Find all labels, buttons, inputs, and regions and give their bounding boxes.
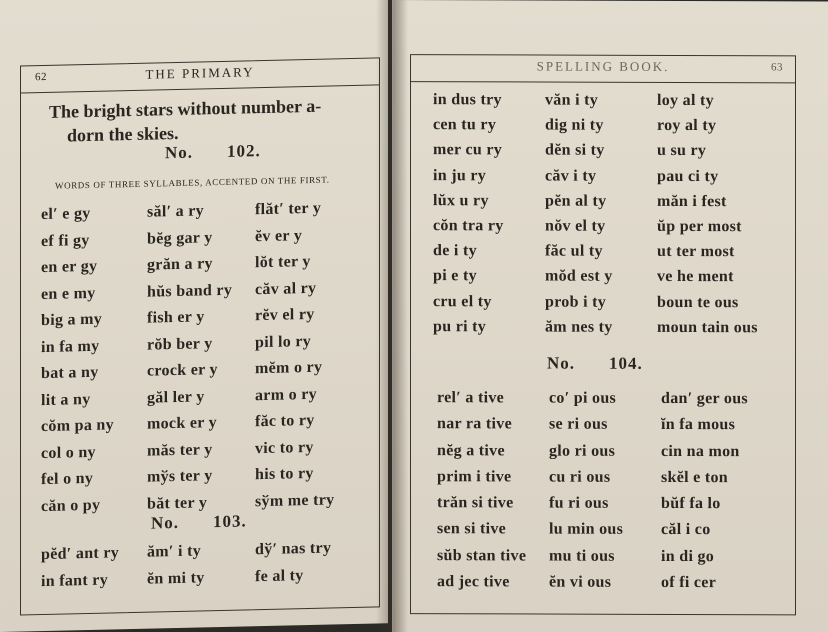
spelling-word: ve he ment [657,268,734,286]
spelling-word: in dus try [433,91,502,109]
section-value: 104. [609,353,643,373]
spelling-word: văn i ty [545,91,599,109]
spelling-word: skĕl e ton [661,468,728,487]
spelling-word: ăm′ i ty [147,542,202,561]
spelling-word: făc to ry [255,411,315,431]
spelling-word: pĕn al ty [545,192,607,210]
spelling-word: rŏb ber y [147,334,213,354]
spelling-word: trăn si tive [437,494,514,512]
spelling-word: mu ti ous [549,547,615,565]
word-row [437,521,797,549]
spelling-word: ut ter most [657,243,735,261]
sentence-line-2: dorn the skies. [67,122,179,146]
spelling-word: băt ter y [147,493,208,513]
spelling-word: sўm me try [255,490,335,510]
spelling-word: vic to ry [255,438,314,457]
spelling-word: grăn a ry [147,255,213,274]
spelling-word: u su ry [657,142,707,160]
section-104-word-grid [437,389,797,601]
spelling-word: ăm nes ty [545,318,613,336]
spelling-word: in di go [661,547,715,565]
section-102-number [165,141,261,163]
spelling-word: fe al ty [255,566,304,585]
left-page-header [21,58,379,93]
spelling-word: lu min ous [549,521,624,539]
spelling-word: arm o ry [255,385,317,404]
section-label: No. [165,142,194,163]
spelling-word: prob i ty [545,293,607,311]
spelling-word: cu ri ous [549,468,611,486]
spelling-word: mock er y [147,414,217,433]
spelling-word: dig ni ty [545,116,604,134]
spelling-word: mĕm o ry [255,358,323,378]
right-page-number: 63 [771,61,783,74]
word-row [437,468,797,496]
section-value: 102. [227,141,261,161]
word-row [437,415,797,443]
spelling-word: căv al ry [255,279,317,298]
spelling-word: nĕg a tive [437,441,505,459]
spelling-word: in ju ry [433,166,487,184]
spelling-word: cen tu ry [433,116,497,134]
right-top-word-grid [433,91,793,344]
spelling-word: găl ler y [147,387,205,407]
spelling-word: co′ pi ous [549,389,617,407]
spelling-word: nar ra tive [437,415,512,433]
section-104-number [547,354,643,374]
spelling-word: se ri ous [549,415,608,434]
spelling-word: pau ci ty [657,167,719,185]
section-102-word-grid [41,199,371,524]
spelling-word: ŭp per most [657,217,742,236]
spelling-word: in fant ry [41,571,108,590]
left-page-number: 62 [35,70,47,84]
spelling-word: bĕg gar y [147,228,213,248]
spelling-word: măn i fest [657,192,727,210]
word-row [433,242,793,268]
word-row [433,318,793,344]
spelling-word: cin na mon [661,442,740,460]
spelling-word: lit a ny [41,390,91,409]
spelling-word: fel o ny [41,469,94,489]
word-row [433,293,793,319]
spelling-word: crock er y [147,361,218,380]
spelling-word: mŏd est y [545,267,613,286]
spelling-word: ĭn fa mous [661,416,736,434]
spelling-word: ĕn vi ous [549,573,612,591]
word-row [437,442,797,470]
spelling-word: săl′ a ry [147,202,204,221]
spelling-word: flăt′ ter y [255,199,322,219]
spelling-word: col o ny [41,443,96,462]
word-row [433,192,793,218]
spelling-word: căl i co [661,521,711,539]
spelling-word: lŭx u ry [433,191,489,210]
word-row [433,116,793,142]
section-103-number [151,511,247,533]
spelling-word: sen si tive [437,520,507,538]
spelling-word: en er gy [41,257,98,277]
spelling-word: pu ri ty [433,317,487,336]
spelling-word: dan′ ger ous [661,389,748,408]
spelling-word: dĕn si ty [545,141,605,160]
spelling-word: ef fi gy [41,231,90,250]
spelling-word: căv i ty [545,167,597,185]
spelling-word: făc ul ty [545,242,603,260]
spelling-word: pi e ty [433,267,477,285]
right-page [392,0,828,632]
spelling-word: his to ry [255,464,314,484]
spelling-word: mўs ter y [147,467,213,486]
spelling-word: lŏt ter y [255,252,311,272]
spelling-word: ad jec tive [437,573,510,591]
spelling-word: mer cu ry [433,141,503,159]
spelling-word: de i ty [433,242,477,260]
spelling-word: in fa my [41,337,100,356]
spelling-word: of fi cer [661,574,717,592]
spelling-word: fish er y [147,308,205,327]
spelling-word: ĕv er y [255,226,303,245]
left-page [0,0,388,632]
spelling-word: fu ri ous [549,494,609,512]
spelling-word: pil lo ry [255,332,312,351]
word-row [437,547,797,575]
spelling-word: prim i tive [437,468,512,486]
word-row [437,573,797,601]
spelling-word: rel′ a tive [437,389,505,407]
word-row [437,389,797,417]
word-row [433,142,793,168]
sentence-line-1: The bright stars without number a- [49,95,322,122]
section-label: No. [547,353,576,373]
right-page-header [411,55,795,83]
spelling-word: big a my [41,310,103,330]
spelling-word: măs ter y [147,440,213,460]
spelling-word: bat a ny [41,363,99,383]
spelling-word: dў′ nas try [255,539,332,559]
spelling-word: rĕv el ry [255,305,315,325]
spelling-word: sŭb stan tive [437,546,527,565]
spelling-word: el′ e gy [41,204,91,224]
spelling-word: en e my [41,284,96,303]
right-page-frame [410,54,796,615]
right-header-title: SPELLING BOOK. [536,58,670,74]
section-102-heading: WORDS OF THREE SYLLABLES, ACCENTED ON THE FIRST. [55,174,330,191]
spelling-word: căn o py [41,496,101,515]
spelling-word: hŭs band ry [147,281,233,301]
word-row [433,167,793,193]
section-label: No. [151,512,180,533]
word-row [433,267,793,293]
section-103-word-grid [41,539,371,599]
spelling-word: roy al ty [657,117,717,135]
word-row [437,494,797,522]
spelling-word: bŭf fa lo [661,495,721,513]
left-page-frame [20,57,380,615]
reading-sentence [49,93,359,148]
spelling-word: loy al ty [657,91,714,110]
spelling-word: moun tain ous [657,318,758,336]
section-value: 103. [213,511,247,532]
left-header-title: THE PRIMARY [145,64,255,82]
spelling-word: cru el ty [433,292,492,310]
spelling-word: glo ri ous [549,442,616,460]
spelling-word: boun te ous [657,293,739,311]
spelling-word: pĕd′ ant ry [41,544,120,564]
spelling-word: cŏn tra ry [433,217,504,235]
spelling-word: ĕn mi ty [147,568,205,588]
word-row [433,217,793,243]
spelling-word: cŏm pa ny [41,416,114,436]
word-row [433,91,793,117]
spelling-word: nŏv el ty [545,217,606,235]
